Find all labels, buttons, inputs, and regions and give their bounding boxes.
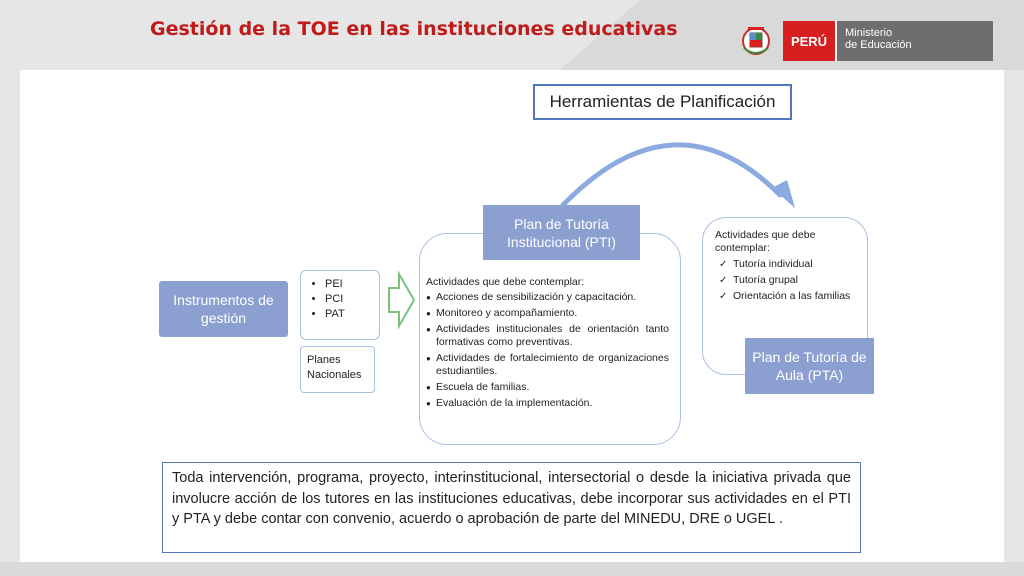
document-item: • PEI [325, 277, 379, 292]
pti-activity: ● Evaluación de la implementación. [426, 397, 669, 410]
pti-activity: ● Actividades de fortalecimiento de organizaciones estudiantiles. [426, 352, 669, 378]
pti-activity: ● Acciones de sensibilización y capacitación. [426, 291, 669, 304]
documents-box [300, 270, 380, 340]
pta-activities [715, 229, 863, 306]
tools-title-box: Herramientas de Planificación [533, 84, 792, 120]
pta-activity: ✓ Tutoría grupal [719, 274, 863, 287]
note-box: Toda intervención, programa, proyecto, interinstitucional, intersectorial o desde la iniciativa privada que involucre acción de los tutores en las instituciones educativas, debe incorporar sus actividades en el PTI y PTA y debe contar con convenio, acuerdo o aprobación de parte del MINEDU, DRE o UGEL . [162, 462, 861, 553]
pti-activity: ● Escuela de familias. [426, 381, 669, 394]
pti-activity: ● Monitoreo y acompañamiento. [426, 307, 669, 320]
page-title: Gestión de la TOE en las instituciones educativas [150, 18, 678, 40]
document-item: • PCI [325, 292, 379, 307]
planes-nacionales-box: Planes Nacionales [300, 346, 375, 393]
pti-activity: ● Actividades institucionales de orientación tanto formativas como preventivas. [426, 323, 669, 349]
pta-activity: ✓ Orientación a las familias [719, 290, 863, 303]
pta-activity: ✓ Tutoría individual [719, 258, 863, 271]
pti-activities [426, 276, 669, 413]
pta-intro: Actividades que debe contemplar: [715, 229, 816, 254]
brand-ministry-line1: Ministerio [845, 27, 893, 39]
pti-intro: Actividades que debe contemplar: [426, 276, 585, 288]
block-arrow [389, 274, 414, 326]
pta-label: Plan de Tutoría de Aula (PTA) [745, 338, 874, 394]
brand-country-label: PERÚ [783, 21, 835, 61]
brand-ministry-line2: de Educación [845, 39, 912, 51]
pti-label: Plan de Tutoría Institucional (PTI) [483, 205, 640, 260]
curved-arrow [563, 145, 780, 205]
document-item: • PAT [325, 307, 379, 322]
instrumentos-box: Instrumentos de gestión [159, 281, 288, 337]
